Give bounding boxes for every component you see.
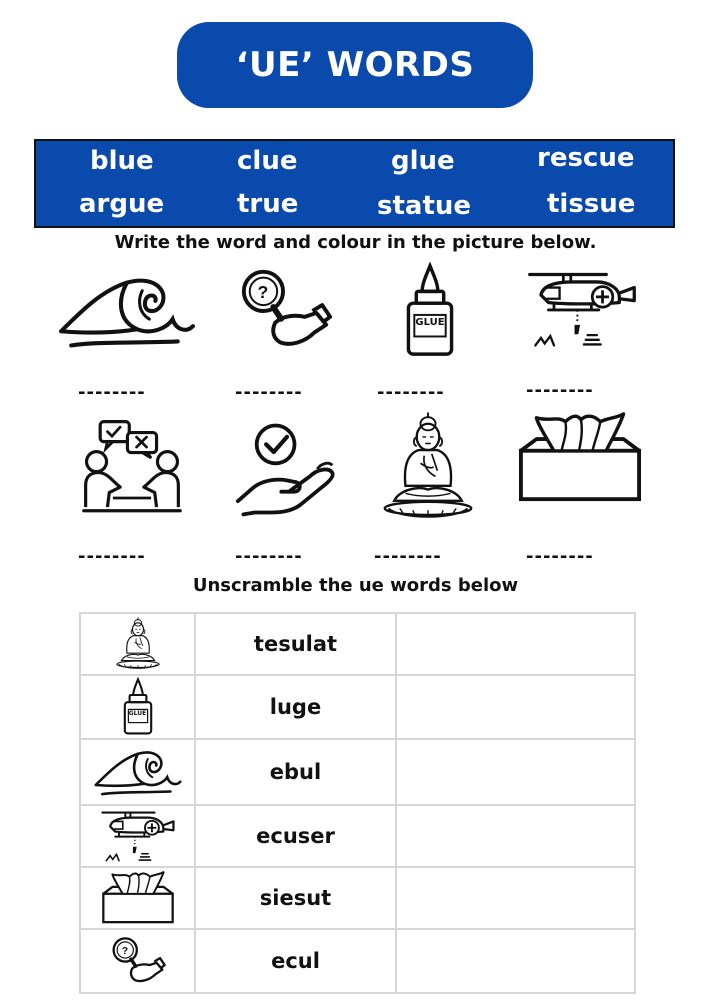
word-bank-item: glue (391, 146, 455, 176)
answer-blank[interactable]: -------- (235, 382, 303, 403)
answer-blank[interactable]: -------- (78, 546, 146, 567)
hand-check-icon (234, 418, 338, 520)
scrambled-word: tesulat (195, 613, 396, 675)
tissue-box-icon (516, 412, 644, 504)
answer-blank[interactable]: -------- (526, 546, 594, 567)
instruction-unscramble: Unscramble the ue words below (192, 575, 519, 596)
argue-people-icon (79, 418, 185, 518)
table-row (80, 675, 635, 739)
scrambled-word: ebul (195, 739, 396, 805)
table-cell-icon (80, 805, 195, 867)
word-bank-item: statue (377, 191, 472, 221)
magnifier-hand-icon (109, 934, 167, 988)
table-cell-icon (80, 929, 195, 993)
unscramble-table (79, 612, 636, 994)
instruction-write-colour: Write the word and colour in the picture below. (114, 232, 597, 253)
tissue-box-icon (101, 871, 175, 925)
helicopter-icon (100, 807, 176, 865)
word-bank-item: tissue (547, 189, 636, 219)
answer-blank[interactable]: -------- (377, 382, 445, 403)
table-row (80, 805, 635, 867)
helicopter-icon (526, 265, 638, 353)
scrambled-word: luge (195, 675, 396, 739)
answer-blank[interactable]: -------- (78, 382, 146, 403)
answer-cell[interactable] (396, 867, 635, 929)
table-cell-icon (80, 739, 195, 805)
title-banner (177, 22, 533, 108)
scrambled-word: ecul (195, 929, 396, 993)
word-bank-item: rescue (537, 143, 635, 173)
answer-blank[interactable]: -------- (235, 546, 303, 567)
word-bank-item: clue (237, 146, 298, 176)
answer-cell[interactable] (396, 805, 635, 867)
table-cell-icon (80, 675, 195, 739)
table-row (80, 613, 635, 675)
wave-icon (92, 746, 184, 798)
glue-bottle-icon (400, 262, 460, 360)
buddha-statue-icon (115, 616, 161, 672)
wave-icon (56, 270, 198, 352)
glue-bottle-icon (120, 677, 156, 737)
table-row (80, 739, 635, 805)
scrambled-word: siesut (195, 867, 396, 929)
answer-cell[interactable] (396, 675, 635, 739)
magnifier-hand-icon (236, 265, 334, 355)
answer-blank[interactable]: -------- (526, 380, 594, 401)
word-bank-item: argue (79, 189, 165, 219)
answer-cell[interactable] (396, 613, 635, 675)
glue-label: GLUE (128, 710, 147, 717)
table-row (80, 867, 635, 929)
word-bank-item: blue (90, 146, 154, 176)
buddha-statue-icon (381, 408, 475, 526)
word-bank (34, 139, 675, 228)
table-row (80, 929, 635, 993)
answer-cell[interactable] (396, 929, 635, 993)
answer-cell[interactable] (396, 739, 635, 805)
scrambled-word: ecuser (195, 805, 396, 867)
answer-blank[interactable]: -------- (374, 546, 442, 567)
page-title: ‘UE’ WORDS (235, 45, 475, 85)
table-cell-icon (80, 867, 195, 929)
glue-label: GLUE (415, 317, 445, 328)
table-cell-icon (80, 613, 195, 675)
word-bank-item: true (237, 189, 299, 219)
